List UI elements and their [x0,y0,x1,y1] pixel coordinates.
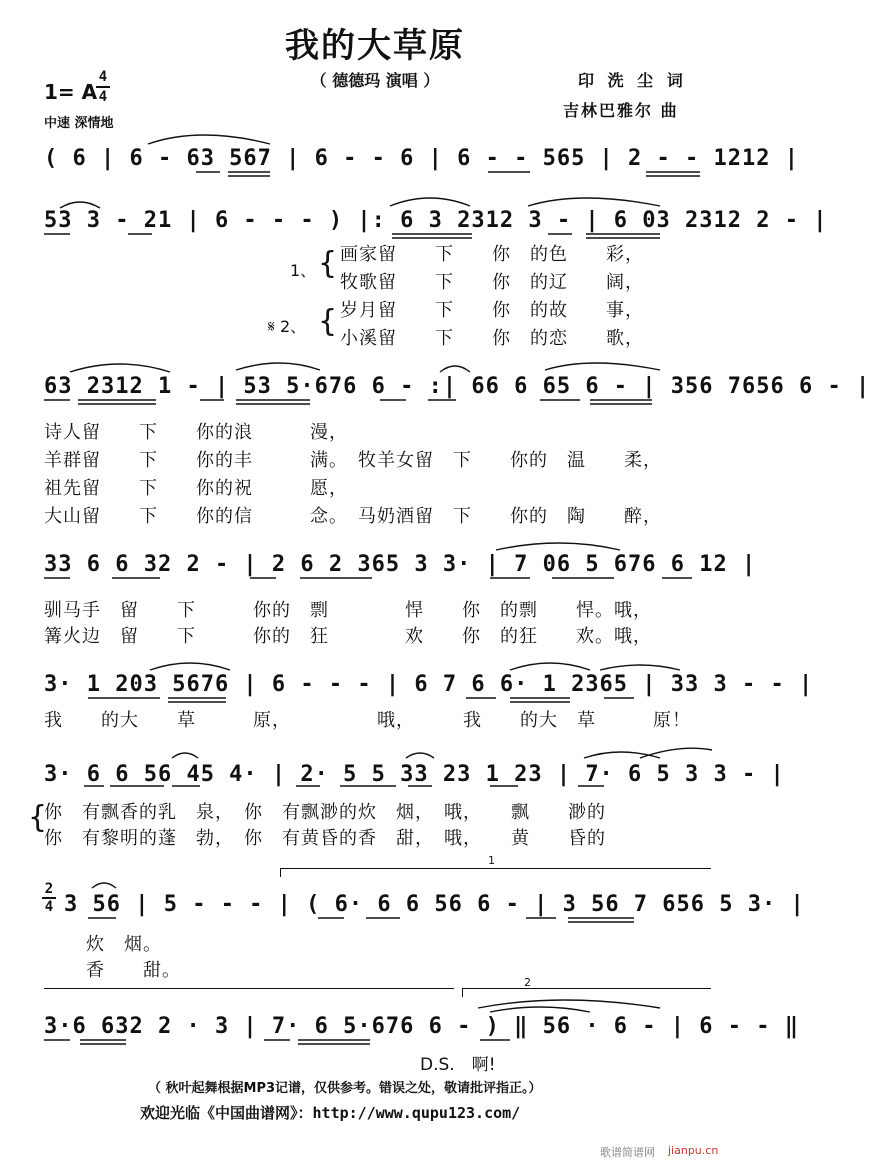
lyric-line: 牧歌留 下 你 的辽 阔， [340,272,644,293]
ts-top: 2 [44,881,54,897]
verse-label-2: 𝄋 2、 [268,317,307,336]
lyricist-credit: 印 洗 尘 词 [578,71,687,90]
lyric-line: 你 有黎明的蓬 勃， 你 有黄昏的香 甜， 哦， 黄 昏的 [44,828,606,849]
lyric-line: 大山留 下 你的信 念。 马奶酒留 下 你的 陶 醉， [44,506,662,527]
verse-brace-1: { [318,246,338,281]
lyric-line: 我 的大 草 原， 哦， 我 的大 草 原！ [44,710,691,731]
lyric-line: 岁月留 下 你 的故 事， [340,300,644,321]
song-title: 我的大草原 [285,26,465,66]
tempo-marking: 中速 深情地 [44,116,114,131]
verse-brace-2: { [318,304,338,339]
notation-row-2: 53 3 - 21 | 6 - - - ) |: 6 3 2312 3 - | 6 03 2312 2 - | [44,208,828,233]
lyric-line: 小溪留 下 你 的恋 歌， [340,328,644,349]
time-signature-2-4 [42,882,56,914]
lyric-line: 羊群留 下 你的丰 满。 牧羊女留 下 你的 温 柔， [44,450,662,471]
time-signature [96,70,110,104]
ds-marking: D.S. 啊! [420,1055,496,1075]
lyric-line: 祖先留 下 你的祝 愿， [44,478,348,499]
lyric-line: 炊 烟。 [86,934,162,955]
volta-label-1: 1 [488,854,495,867]
notation-row-8: 3·6 632 2 · 3 | 7· 6 5·676 6 - ) ‖ 56 · 6 - | 6 - - ‖ [44,1014,799,1039]
notation-row-3: 63 2312 1 - | 53 5·676 6 - :| 66 6 65 6 - | 356 7656 6 - | [44,374,870,399]
time-signature-bar [96,86,110,88]
site-welcome: 欢迎光临《中国曲谱网》：http://www.qupu123.com/ [140,1104,521,1122]
notation-row-7: 3 56 | 5 - - - | ( 6· 6 6 56 6 - | 3 56 7 656 5 3· | [64,892,805,917]
transcriber-note: （ 秋叶起舞根据MP3记谱，仅供参考。错误之处，敬请批评指正。） [148,1081,542,1096]
volta-bracket-1-cont [44,988,454,989]
verse-label-1: 1、 [290,261,317,280]
notation-row-4: 33 6 6 32 2 - | 2 6 2 365 3 3· | 7 06 5 676 6 12 | [44,552,757,577]
composer-credit: 吉林巴雅尔 曲 [563,101,679,120]
lyric-line: 诗人留 下 你的浪 漫， [44,422,348,443]
time-signature-top: 4 [98,69,108,85]
notation-row-5: 3· 1 203 5676 | 6 - - - | 6 7 6 6· 1 2365 | 33 3 - - | [44,672,814,697]
ts-bottom: 4 [44,899,54,915]
lyric-line: 画家留 下 你 的色 彩， [340,244,644,265]
lyric-line: 驯马手 留 下 你的 剽 悍 你 的剽 悍。哦， [44,600,652,621]
lyric-line: 你 有飘香的乳 泉， 你 有飘渺的炊 烟， 哦， 飘 渺的 [44,802,606,823]
volta-label-2: 2 [524,976,531,989]
lyric-line: 香 甜。 [86,960,181,981]
notation-row-1: ( 6 | 6 - 63 567 | 6 - - 6 | 6 - - 565 | 2 - - 1212 | [44,146,799,171]
watermark-right: jianpu.cn [668,1144,719,1157]
performer-line: （ 德德玛 演唱 ） [310,71,440,90]
notation-row-6: 3· 6 6 56 45 4· | 2· 5 5 33 23 1 23 | 7· 6 5 3 3 - | [44,762,785,787]
key-signature: 1= A [44,80,98,104]
time-signature-bottom: 4 [98,89,108,105]
watermark-left: 歌谱简谱网 [600,1146,655,1159]
volta-bracket-1 [280,868,711,877]
lyric-line: 篝火边 留 下 你的 狂 欢 你 的狂 欢。哦， [44,626,652,647]
verse-brace-3: { [28,800,48,835]
volta-bracket-2 [462,988,711,997]
